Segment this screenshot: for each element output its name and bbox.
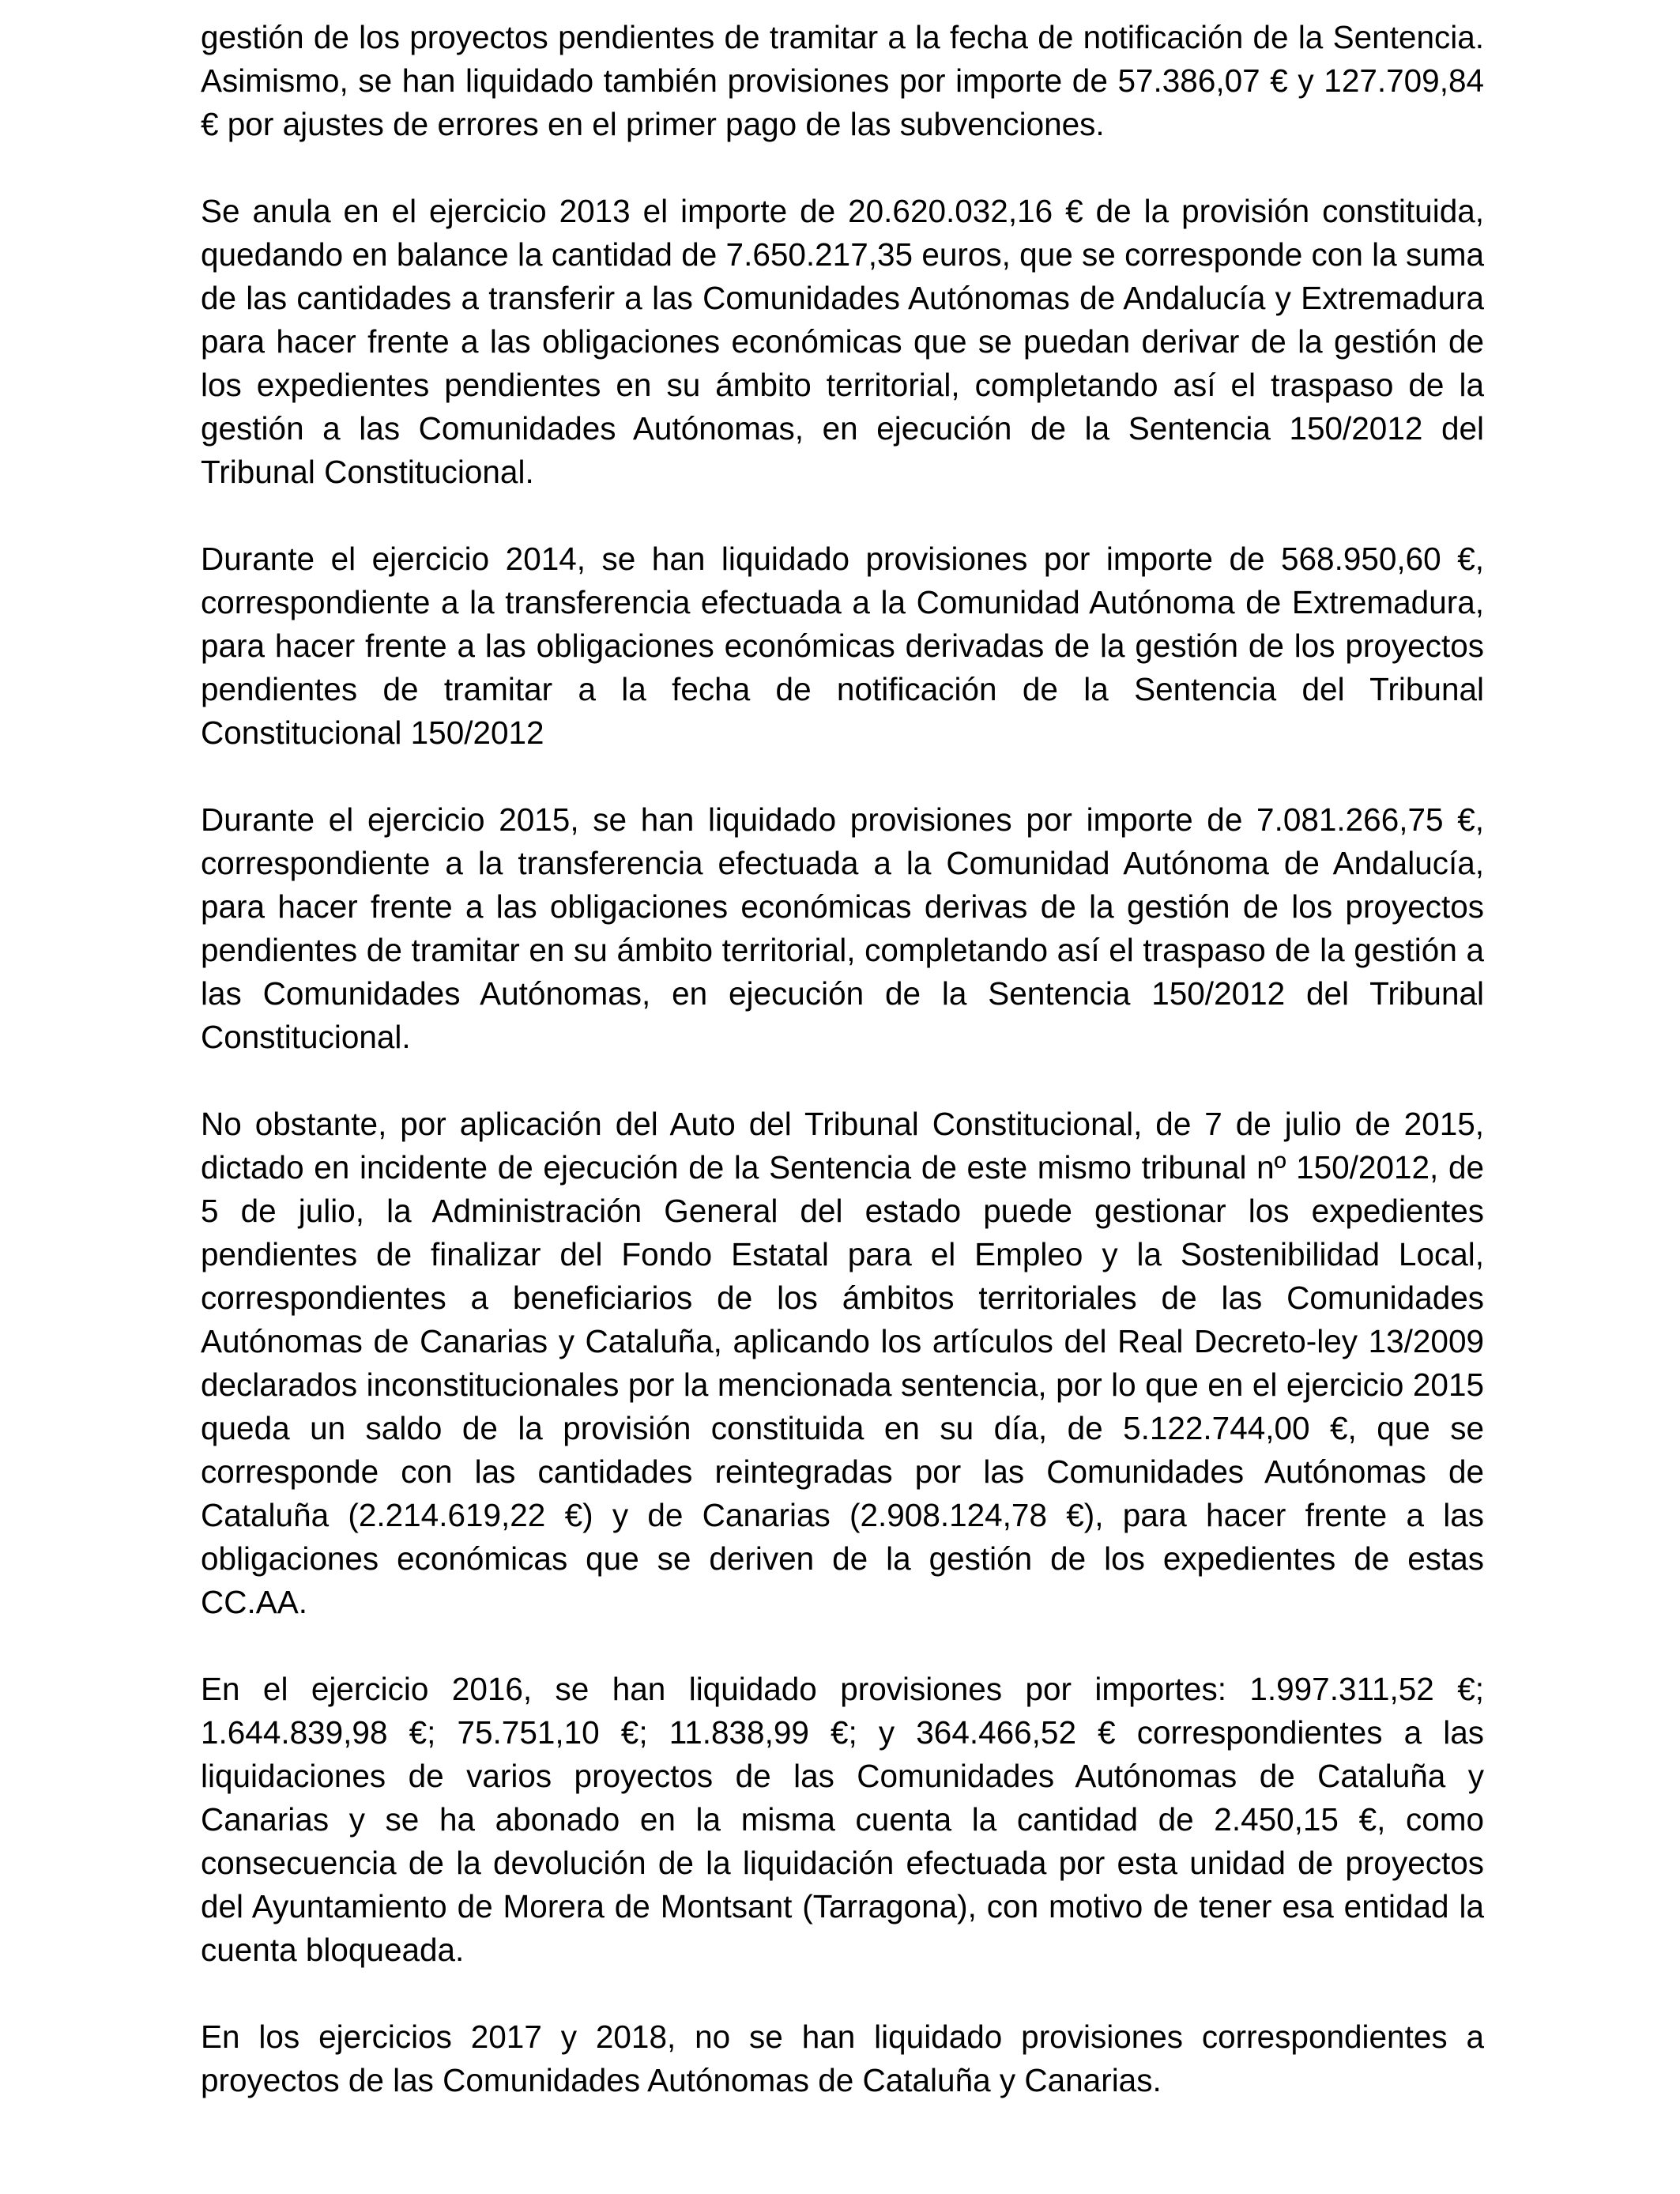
paragraph-provisiones-ajustes: gestión de los proyectos pendientes de tramitar a la fecha de notificación de la Sentencia. Asimismo, se han liquidado también provisiones por importe de 57.386,07 € y 127.709,84 € por ajustes de errores en el primer pago de las subvenciones. — [201, 19, 1484, 142]
paragraph-anulacion-2013: Se anula en el ejercicio 2013 el importe de 20.620.032,16 € de la provisión constituida, quedando en balance la cantidad de 7.650.217,35 euros, que se corresponde con la suma de las cantidades a transferir a las Comunidades Autónomas de Andalucía y Extremadura para hacer frente a las obligaciones económicas que se puedan derivar de la gestión de los expedientes pendientes en su ámbito territorial, completando así el traspaso de la gestión a las Comunidades Autónomas, en ejecución de la Sentencia 150/2012 del Tribunal Constitucional. — [201, 193, 1484, 490]
paragraph-ejercicio-2016: En el ejercicio 2016, se han liquidado provisiones por importes: 1.997.311,52 €; 1.644.839,98 €; 75.751,10 €; 11.838,99 €; y 364.466,52 € correspondientes a las liquidaciones de varios proyectos de las Comunidades Autónomas de Cataluña y Canarias y se ha abonado en la misma cuenta la cantidad de 2.450,15 €, como consecuencia de la devolución de la liquidación efectuada por esta unidad de proyectos del Ayuntamiento de Morera de Montsant (Tarragona), con motivo de tener esa entidad la cuenta bloqueada. — [201, 1671, 1484, 1968]
document-page — [201, 16, 1484, 2102]
paragraph-ejercicio-2014: Durante el ejercicio 2014, se han liquidado provisiones por importe de 568.950,60 €, correspondiente a la transferencia efectuada a la Comunidad Autónoma de Extremadura, para hacer frente a las obligaciones económicas derivadas de la gestión de los proyectos pendientes de tramitar a la fecha de notificación de la Sentencia del Tribunal Constitucional 150/2012 — [201, 541, 1484, 751]
paragraph-auto-tribunal: No obstante, por aplicación del Auto del Tribunal Constitucional, de 7 de julio de 2015, dictado en incidente de ejecución de la Sentencia de este mismo tribunal nº 150/2012, de 5 de julio, la Administración General del estado puede gestionar los expedientes pendientes de finalizar del Fondo Estatal para el Empleo y la Sostenibilidad Local, correspondientes a beneficiarios de los ámbitos territoriales de las Comunidades Autónomas de Canarias y Cataluña, aplicando los artículos del Real Decreto-ley 13/2009 declarados inconstitucionales por la mencionada sentencia, por lo que en el ejercicio 2015 queda un saldo de la provisión constituida en su día, de 5.122.744,00 €, que se corresponde con las cantidades reintegradas por las Comunidades Autónomas de Cataluña (2.214.619,22 €) y de Canarias (2.908.124,78 €), para hacer frente a las obligaciones económicas que se deriven de la gestión de los expedientes de estas CC.AA. — [201, 1106, 1484, 1620]
paragraph-ejercicio-2015: Durante el ejercicio 2015, se han liquidado provisiones por importe de 7.081.266,75 €, correspondiente a la transferencia efectuada a la Comunidad Autónoma de Andalucía, para hacer frente a las obligaciones económicas derivas de la gestión de los proyectos pendientes de tramitar en su ámbito territorial, completando así el traspaso de la gestión a las Comunidades Autónomas, en ejecución de la Sentencia 150/2012 del Tribunal Constitucional. — [201, 801, 1484, 1055]
paragraph-ejercicios-2017-2018: En los ejercicios 2017 y 2018, no se han liquidado provisiones correspondientes a proyectos de las Comunidades Autónomas de Cataluña y Canarias. — [201, 2019, 1484, 2098]
